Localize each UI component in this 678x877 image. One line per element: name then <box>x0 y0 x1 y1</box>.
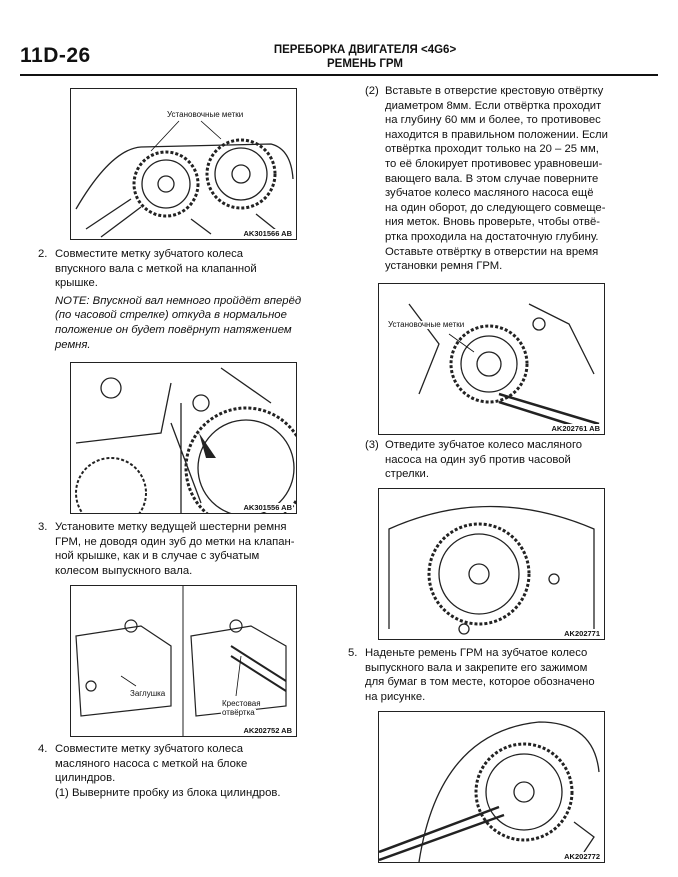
step-number: 2. <box>38 248 48 260</box>
figure-code: AK202752 AB <box>243 726 292 735</box>
figure-oil-plug-screwdriver <box>70 585 297 737</box>
text-line: установки ремня ГРМ. <box>385 260 503 273</box>
text-line: впускного вала с меткой на клапанной <box>55 262 257 275</box>
oil-pump-sprocket-illustration <box>379 284 604 434</box>
step-number: 4. <box>38 743 48 755</box>
figure-timing-belt-clip <box>378 711 605 863</box>
step-number: 3. <box>38 521 48 533</box>
text-line: находится в правильном положении. Если <box>385 128 608 141</box>
text-line: Установите метку ведущей шестерни ремня <box>55 521 287 533</box>
figure-code: AK301566 AB <box>243 229 292 238</box>
text-line: на рисунке. <box>365 690 426 703</box>
substep-1: (1) Выверните пробку из блока цилиндров. <box>55 786 281 799</box>
figure-intake-camshaft-mark <box>70 362 297 514</box>
section-title: ПЕРЕБОРКА ДВИГАТЕЛЯ <4G6> <box>273 44 457 56</box>
text-line: ГРМ, не доводя один зуб до метки на клапан- <box>55 535 295 548</box>
note-line: (по часовой стрелке) откуда в нормальное <box>55 309 287 322</box>
text-line: зубчатое колесо масляного насоса ещё <box>385 187 594 200</box>
substep-number: (2) <box>365 85 379 97</box>
screwdriver-label-line2: отвёртка <box>222 708 255 717</box>
text-line: вающего вала. В этом случае поверните <box>385 172 599 185</box>
note-line: ремня. <box>55 338 91 351</box>
text-line: цилиндров. <box>55 772 116 785</box>
plug-label: Заглушка <box>130 689 166 698</box>
text-line: ния меток. Вновь проверьте, чтобы отвё- <box>385 216 601 229</box>
text-line: отвёртка проходит только на 20 – 25 мм, <box>385 143 599 156</box>
text-line: для бумаг в том месте, которое обозначено <box>365 676 595 689</box>
text-line: на один оборот, до следующего совмеще- <box>385 201 606 214</box>
note-line: положение он будет повёрнут натяжением <box>55 323 292 336</box>
figure-code: AK202772 <box>564 852 600 861</box>
timing-belt-clip-illustration <box>379 712 604 862</box>
text-line: Оставьте отвёртку в отверстии на время <box>385 245 599 258</box>
text-line: ртка проходила на достаточную глубину. <box>385 230 599 243</box>
figure-oil-pump-sprocket-rotate <box>378 488 605 640</box>
section-subtitle: РЕМЕНЬ ГРМ <box>327 58 403 70</box>
oil-pump-sprocket-rotation-illustration <box>379 489 604 639</box>
intake-sprocket-illustration <box>71 363 296 513</box>
text-line: стрелки. <box>385 468 429 481</box>
text-line: выпускного вала и закрепите его зажимом <box>365 661 588 674</box>
figure-code: AK301556 AB <box>243 503 292 512</box>
figure-oil-pump-marks <box>378 283 605 435</box>
note-line: NOTE: Впускной вал немного пройдёт вперёд <box>55 294 302 307</box>
substep-number: (3) <box>365 439 379 451</box>
figure-timing-marks-camshafts <box>70 88 297 240</box>
text-line: Наденьте ремень ГРМ на зубчатое колесо <box>365 647 588 659</box>
text-line: Совместите метку зубчатого колеса <box>55 248 244 260</box>
text-line: крышке. <box>55 277 98 290</box>
header-rule <box>20 74 658 76</box>
figure-code: AK202761 AB <box>551 424 600 433</box>
text-line: масляного насоса с меткой на блоке <box>55 757 248 770</box>
text-line: ной крышке, как и в случае с зубчатым <box>55 550 260 563</box>
step-number: 5. <box>348 647 358 659</box>
text-line: диаметром 8мм. Если отвёртка проходит <box>385 99 602 112</box>
timing-marks-label: Установочные метки <box>167 110 244 119</box>
cylinder-block-plug-illustration <box>71 586 296 736</box>
text-line: Вставьте в отверстие крестовую отвёртку <box>385 85 604 97</box>
page-number: 11D-26 <box>20 44 91 67</box>
text-line: Отведите зубчатое колесо масляного <box>385 439 583 451</box>
text-line: насоса на один зуб против часовой <box>385 453 571 466</box>
figure-code: AK202771 <box>564 629 600 638</box>
text-line: то её блокирует противовес уравновеши- <box>385 157 603 170</box>
text-line: Совместите метку зубчатого колеса <box>55 743 244 755</box>
text-line: колесом выпускного вала. <box>55 564 193 577</box>
timing-marks-label: Установочные метки <box>388 320 465 329</box>
screwdriver-label-line1: Крестовая <box>222 699 261 708</box>
text-line: на глубину 60 мм и более, то противовес <box>385 114 601 127</box>
